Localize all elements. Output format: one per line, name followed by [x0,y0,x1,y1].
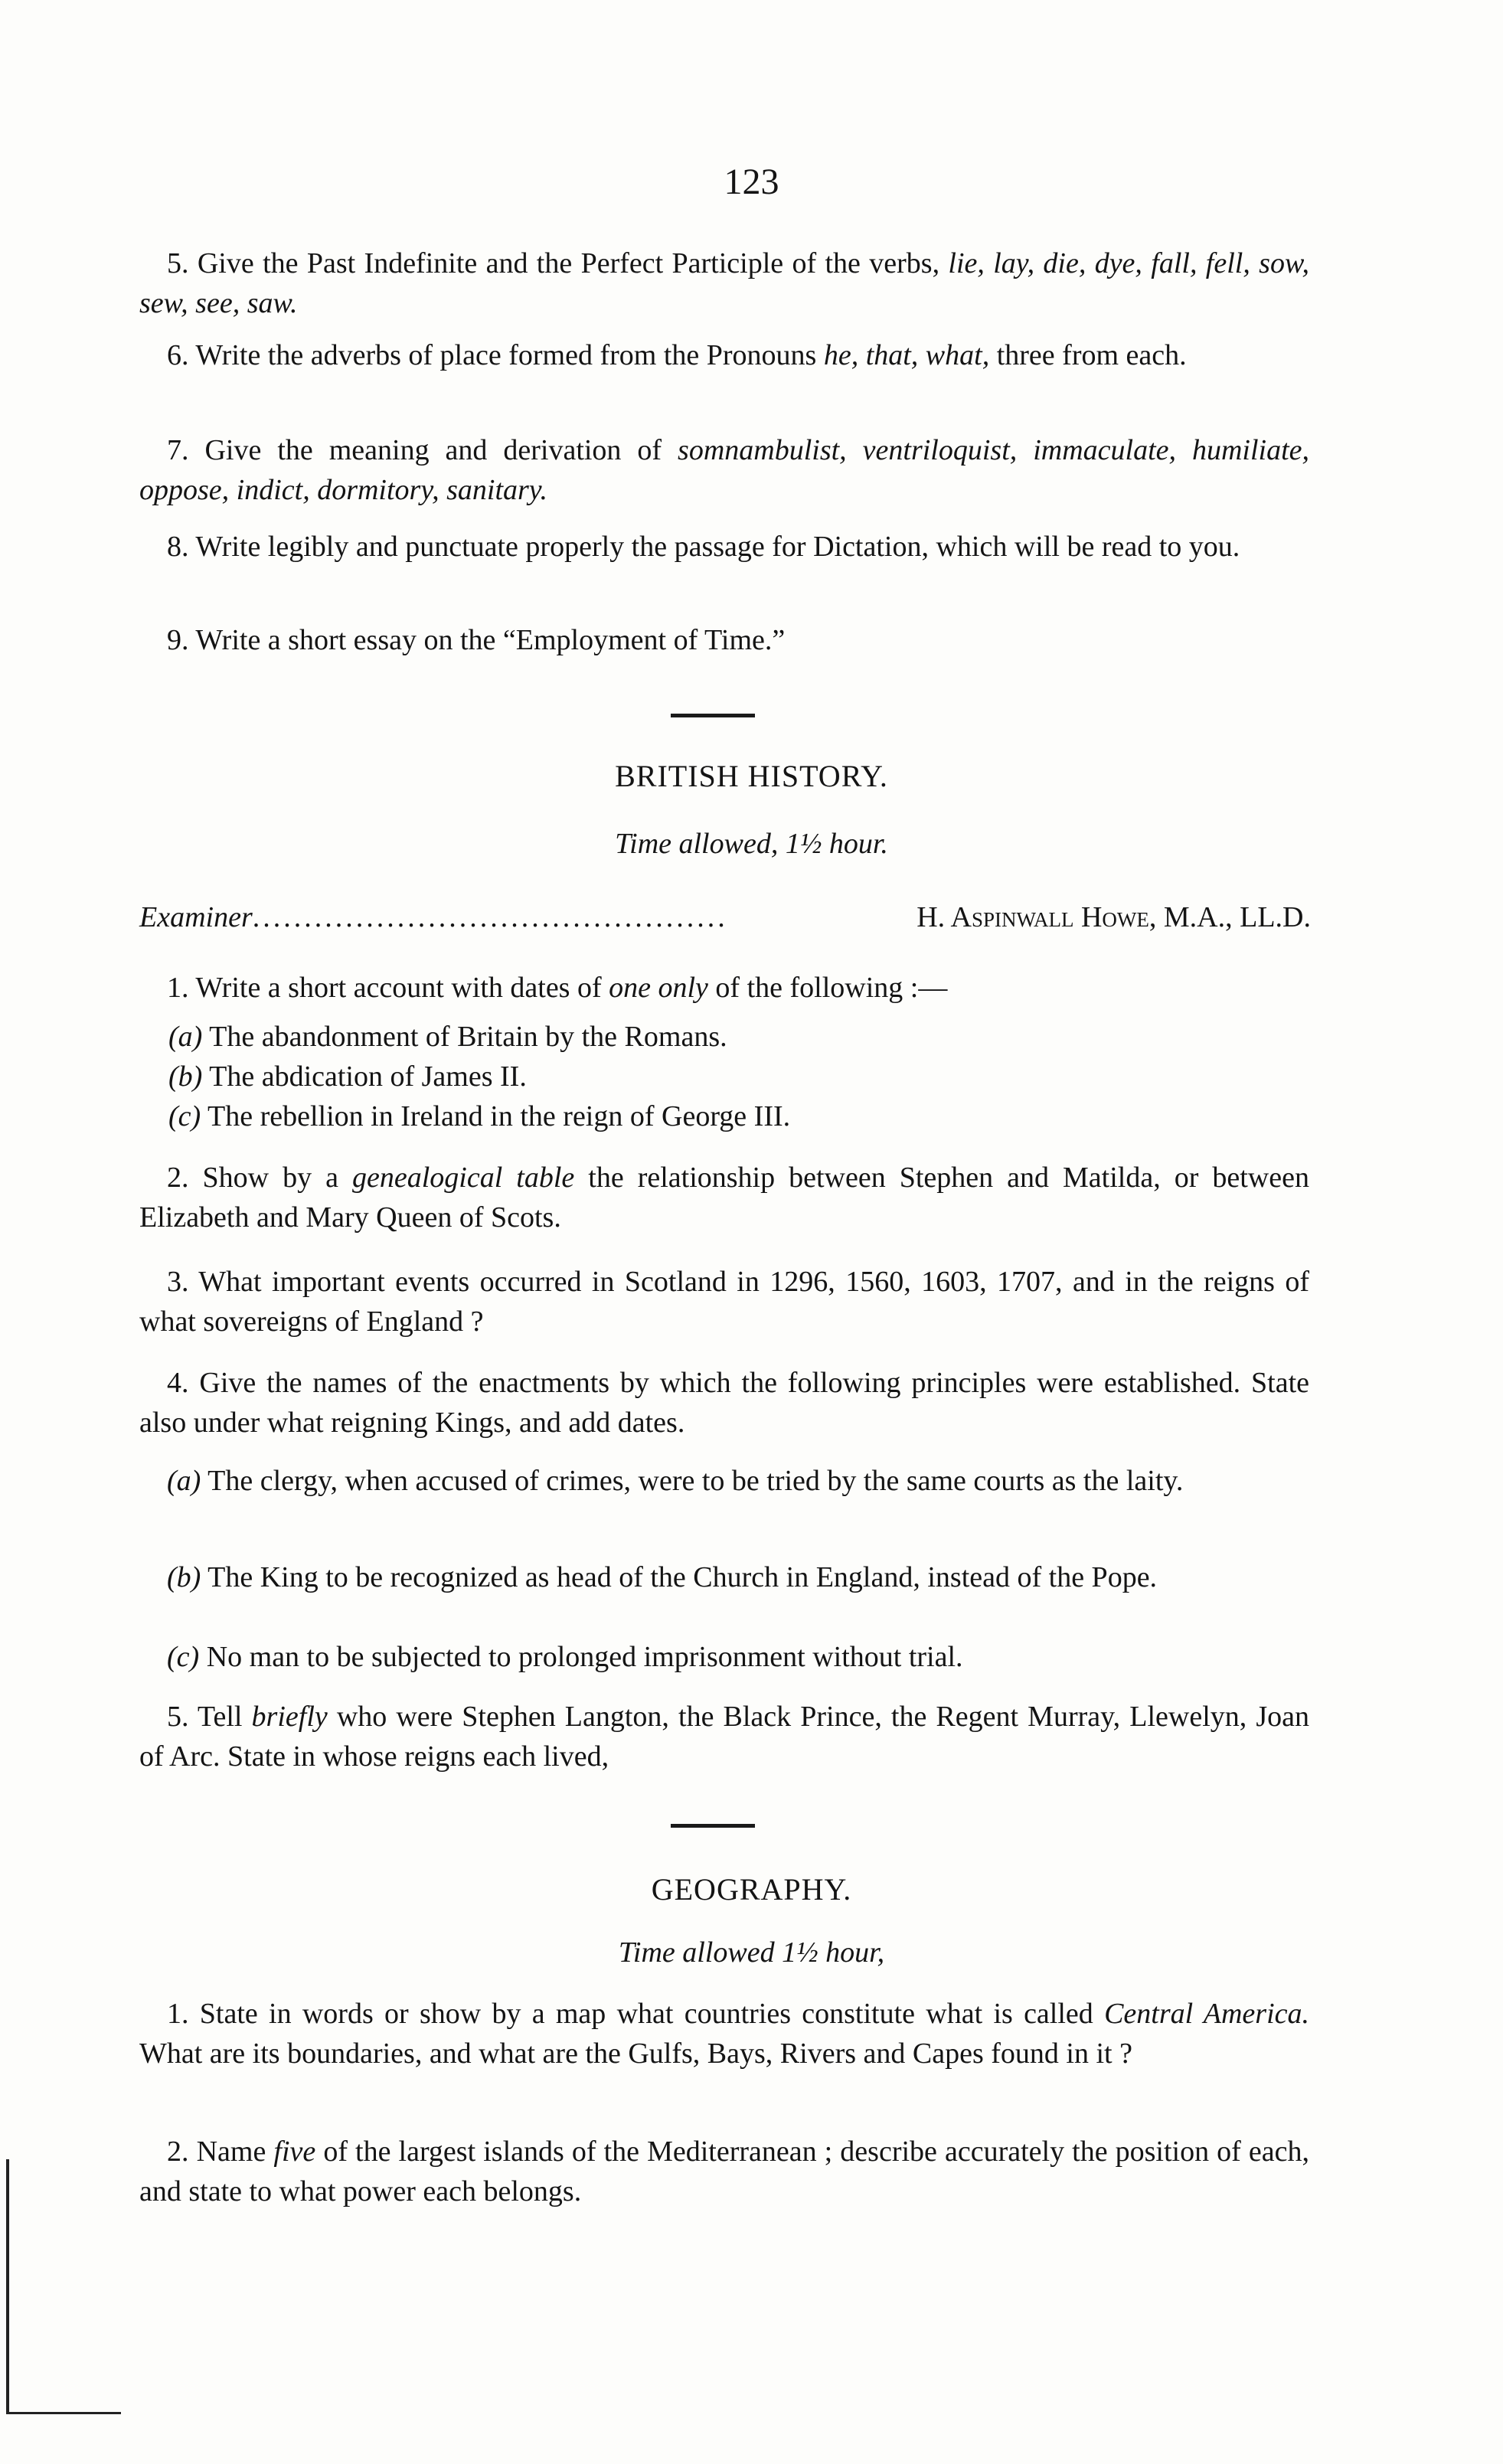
history-q4-item-a: (a) The clergy, when accused of crimes, were to be tried by the same courts as the laity. [167,1465,1184,1497]
section-divider-2 [671,1824,755,1828]
history-q4-item-b: (b) The King to be recognized as head of the Church in England, instead of the Pope. [167,1561,1158,1593]
question-5: 5. Give the Past Indefinite and the Perfect Participle of the verbs, lie, lay, die, dye, fall, fell, sow, sew, see, saw. [139,247,1309,319]
geography-question-1: 1. State in words or show by a map what countries constitute what is called Central America. What are its boundaries, and what are the Gulfs, Bays, Rivers and Capes found in it ? [139,1998,1309,2070]
section-divider [671,714,755,717]
history-question-4: 4. Give the names of the enactments by which the following principles were established. State also under what reigning Kings, and add dates. [139,1367,1310,1439]
history-question-2: 2. Show by a genealogical table the relationship between Stephen and Matilda, or between Elizabeth and Mary Queen of Scots. [139,1162,1309,1234]
examiner-line [139,897,1311,937]
examiner-name: H. Aspinwall Howe, M.A., LL.D. [917,901,1311,933]
examiner-dots: .............................................. [252,901,728,933]
question-7: 7. Give the meaning and derivation of somnambulist, ventriloquist, immaculate, humiliate, oppose, indict, dormitory, sanitary. [139,434,1310,506]
time-allowed-geography: Time allowed 1½ hour, [618,1936,885,1969]
question-6: 6. Write the adverbs of place formed from the Pronouns he, that, what, three from each. [167,339,1187,371]
history-q1-item-c: (c) The rebellion in Ireland in the reign of George III. [168,1100,791,1132]
question-9: 9. Write a short essay on the “Employment of Time.” [167,624,786,656]
history-q4-item-c: (c) No man to be subjected to prolonged imprisonment without trial. [167,1641,963,1673]
scan-edge-mark [6,2159,9,2412]
question-8: 8. Write legibly and punctuate properly the passage for Dictation, which will be read to you. [167,531,1240,563]
time-allowed-history: Time allowed, 1½ hour. [615,828,888,860]
section-heading-history: BRITISH HISTORY. [615,759,888,793]
examiner-label: Examiner [139,901,253,933]
geography-question-2: 2. Name five of the largest islands of the Mediterranean ; describe accurately the position of each, and state to what power each belongs. [139,2136,1310,2207]
section-heading-geography: GEOGRAPHY. [651,1872,852,1907]
page-number: 123 [724,162,779,202]
history-q1-item-a: (a) The abandonment of Britain by the Romans. [168,1021,727,1053]
scan-edge-mark-base [6,2412,121,2414]
history-question-1: 1. Write a short account with dates of one only of the following :— [167,972,948,1004]
history-q1-item-b: (b) The abdication of James II. [168,1060,527,1093]
history-question-3: 3. What important events occurred in Scotland in 1296, 1560, 1603, 1707, and in the reigns of what sovereigns of England ? [139,1266,1309,1338]
history-question-5: 5. Tell briefly who were Stephen Langton, the Black Prince, the Regent Murray, Llewelyn, Joan of Arc. State in whose reigns each lived, [139,1701,1309,1773]
